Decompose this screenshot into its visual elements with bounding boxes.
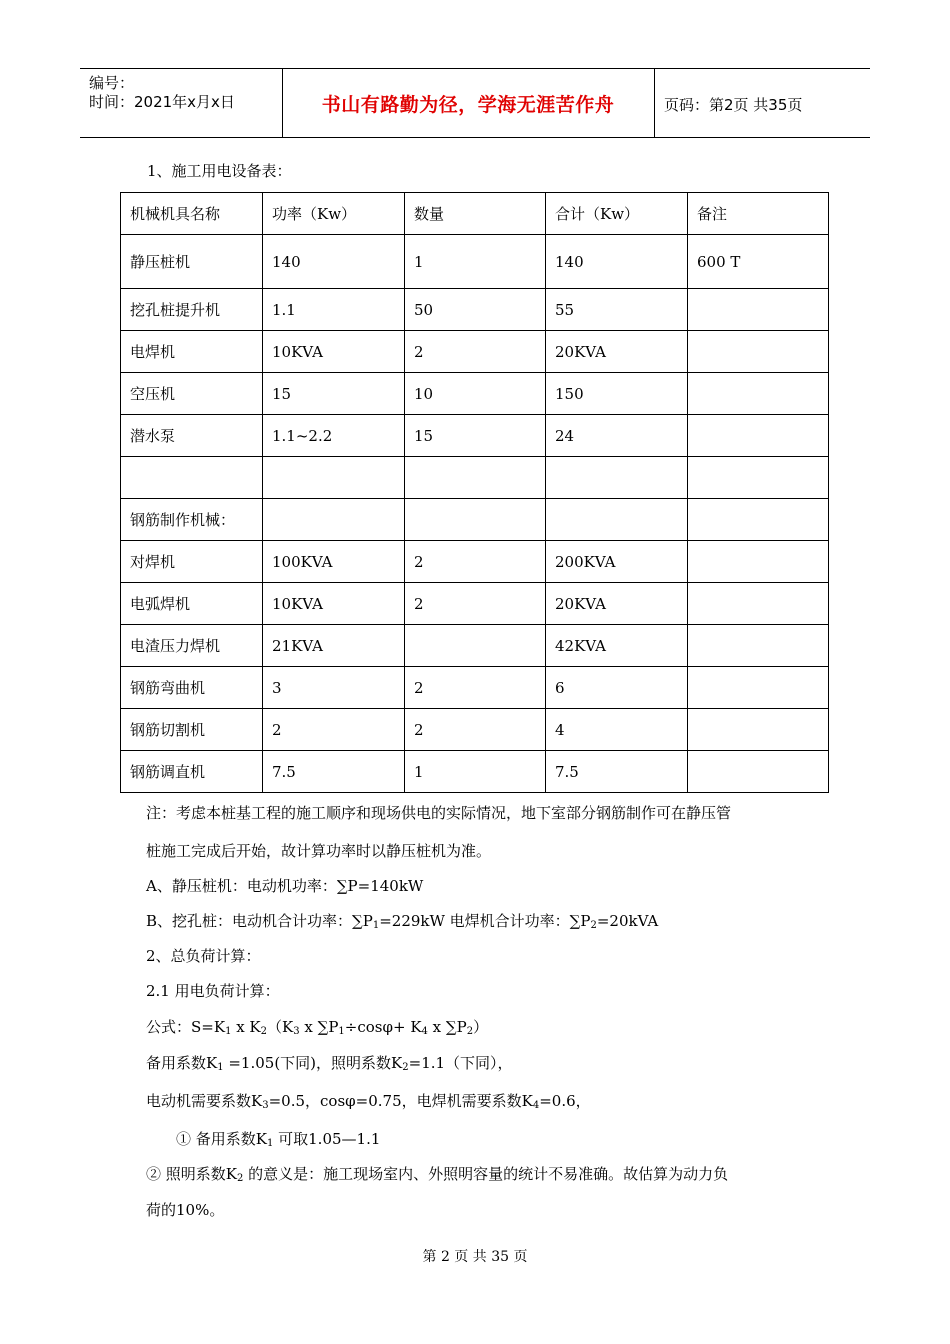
table-cell: 电渣压力焊机 <box>121 625 263 667</box>
table-row <box>121 289 829 331</box>
table-cell <box>688 457 829 499</box>
table-cell <box>688 751 829 793</box>
table-cell: 20KVA <box>546 583 688 625</box>
table-cell <box>405 499 546 541</box>
table-cell <box>405 457 546 499</box>
table-cell: 1.1 <box>263 289 405 331</box>
table-cell: 空压机 <box>121 373 263 415</box>
table-cell: 10KVA <box>263 583 405 625</box>
table-cell <box>688 583 829 625</box>
table-cell <box>121 457 263 499</box>
line-a: A、静压桩机：电动机功率：∑P=140kW <box>146 877 424 895</box>
formula-line: 公式：$S=K_1$ x $K_2(K_3$ x $\sum P_1\div\cos\varphi+ K_4$ x $\sum P_2$） <box>146 1018 489 1037</box>
table-row <box>121 583 829 625</box>
table-cell: 钢筋弯曲机 <box>121 667 263 709</box>
table-header-cell: 机械机具名称 <box>121 193 263 235</box>
table-row <box>121 751 829 793</box>
table-cell <box>405 625 546 667</box>
table-header-cell: 合计（Kw） <box>546 193 688 235</box>
table-row <box>121 457 829 499</box>
table-cell: 20KVA <box>546 331 688 373</box>
document-number: 编号： <box>89 74 135 92</box>
table-cell <box>546 499 688 541</box>
table-cell <box>688 625 829 667</box>
table-row <box>121 373 829 415</box>
table-cell: 4 <box>546 709 688 751</box>
table-cell: 2 <box>405 583 546 625</box>
load-calc-heading: 2.1 用电负荷计算： <box>146 982 280 1000</box>
table-cell: 21KVA <box>263 625 405 667</box>
table-cell: 1 <box>405 235 546 289</box>
table-cell: 15 <box>263 373 405 415</box>
table-cell: 电焊机 <box>121 331 263 373</box>
table-cell: 挖孔桩提升机 <box>121 289 263 331</box>
page-header <box>80 68 870 138</box>
table-cell: 600 T <box>688 235 829 289</box>
table-cell <box>263 457 405 499</box>
table-cell <box>688 331 829 373</box>
table-cell: 7.5 <box>546 751 688 793</box>
table-cell: 10KVA <box>263 331 405 373</box>
total-load-heading: 2、总负荷计算： <box>146 947 261 965</box>
item-2-continued: 荷的10%。 <box>146 1201 225 1219</box>
table-row <box>121 541 829 583</box>
table-cell: 2 <box>405 331 546 373</box>
table-cell <box>688 709 829 751</box>
table-cell <box>546 457 688 499</box>
table-cell: 200KVA <box>546 541 688 583</box>
table-cell <box>688 667 829 709</box>
table-row <box>121 709 829 751</box>
table-header-cell: 功率（Kw） <box>263 193 405 235</box>
table-cell: 50 <box>405 289 546 331</box>
table-cell: 3 <box>263 667 405 709</box>
table-cell: 24 <box>546 415 688 457</box>
table-cell: 1.1~2.2 <box>263 415 405 457</box>
table-cell: 1 <box>405 751 546 793</box>
header-page-info: 页码：第2页 共35页 <box>664 96 803 114</box>
table-row <box>121 415 829 457</box>
header-meta <box>80 69 283 137</box>
table-cell <box>688 289 829 331</box>
table-row <box>121 625 829 667</box>
table-cell <box>688 499 829 541</box>
table-cell: 钢筋调直机 <box>121 751 263 793</box>
note-line-1: 注：考虑本桩基工程的施工顺序和现场供电的实际情况，地下室部分钢筋制作可在静压管 <box>146 804 732 822</box>
motor-coefficient-line: 电动机需要系数$K_3=0.5$，cosφ=0.75，电焊机需要系数$K_4=0.6$， <box>146 1092 591 1111</box>
table-cell: 55 <box>546 289 688 331</box>
header-motto: 书山有路勤为径，学海无涯苦作舟 <box>282 69 655 137</box>
table-cell: 钢筋切割机 <box>121 709 263 751</box>
table-cell: 2 <box>263 709 405 751</box>
table-row <box>121 667 829 709</box>
coefficient-line: 备用系数$K_1 =1.05$(下同)，照明系数$K_2=1.1$（下同）， <box>146 1054 513 1073</box>
note-line-2: 桩施工完成后开始，故计算功率时以静压桩机为准。 <box>146 842 492 860</box>
table-cell: 对焊机 <box>121 541 263 583</box>
table-cell: 42KVA <box>546 625 688 667</box>
table-cell: 电弧焊机 <box>121 583 263 625</box>
table-cell <box>688 541 829 583</box>
table-cell: 10 <box>405 373 546 415</box>
table-cell: 100KVA <box>263 541 405 583</box>
table-row <box>121 331 829 373</box>
table-cell: 7.5 <box>263 751 405 793</box>
table-row <box>121 235 829 289</box>
table-header-cell: 数量 <box>405 193 546 235</box>
table-cell: 2 <box>405 667 546 709</box>
table-cell: 静压桩机 <box>121 235 263 289</box>
line-b: B、挖孔桩：电动机合计功率：$\sum P_1=229kW$ 电焊机合计功率：$\sum P_2=20kVA$ <box>146 912 659 931</box>
table-cell <box>688 373 829 415</box>
table-cell <box>263 499 405 541</box>
document-date: 时间：2021年x月x日 <box>89 93 235 111</box>
table-cell: 潜水泵 <box>121 415 263 457</box>
table-cell <box>688 415 829 457</box>
item-2: ② 照明系数$K_2$ 的意义是：施工现场室内、外照明容量的统计不易准确。故估算为动力负 <box>146 1165 729 1184</box>
table-cell: 6 <box>546 667 688 709</box>
table-header-cell: 备注 <box>688 193 829 235</box>
item-1: ① 备用系数$K_1$ 可取1.05—1.1 <box>176 1130 381 1149</box>
page-footer: 第 2 页 共 35 页 <box>422 1249 528 1265</box>
table-row <box>121 499 829 541</box>
section-title: 1、施工用电设备表： <box>147 162 292 180</box>
table-cell: 15 <box>405 415 546 457</box>
table-cell: 150 <box>546 373 688 415</box>
table-cell: 140 <box>263 235 405 289</box>
table-cell: 140 <box>546 235 688 289</box>
table-cell: 2 <box>405 709 546 751</box>
table-cell: 钢筋制作机械： <box>121 499 263 541</box>
table-header-row <box>121 193 829 235</box>
equipment-table <box>120 192 829 793</box>
table-cell: 2 <box>405 541 546 583</box>
